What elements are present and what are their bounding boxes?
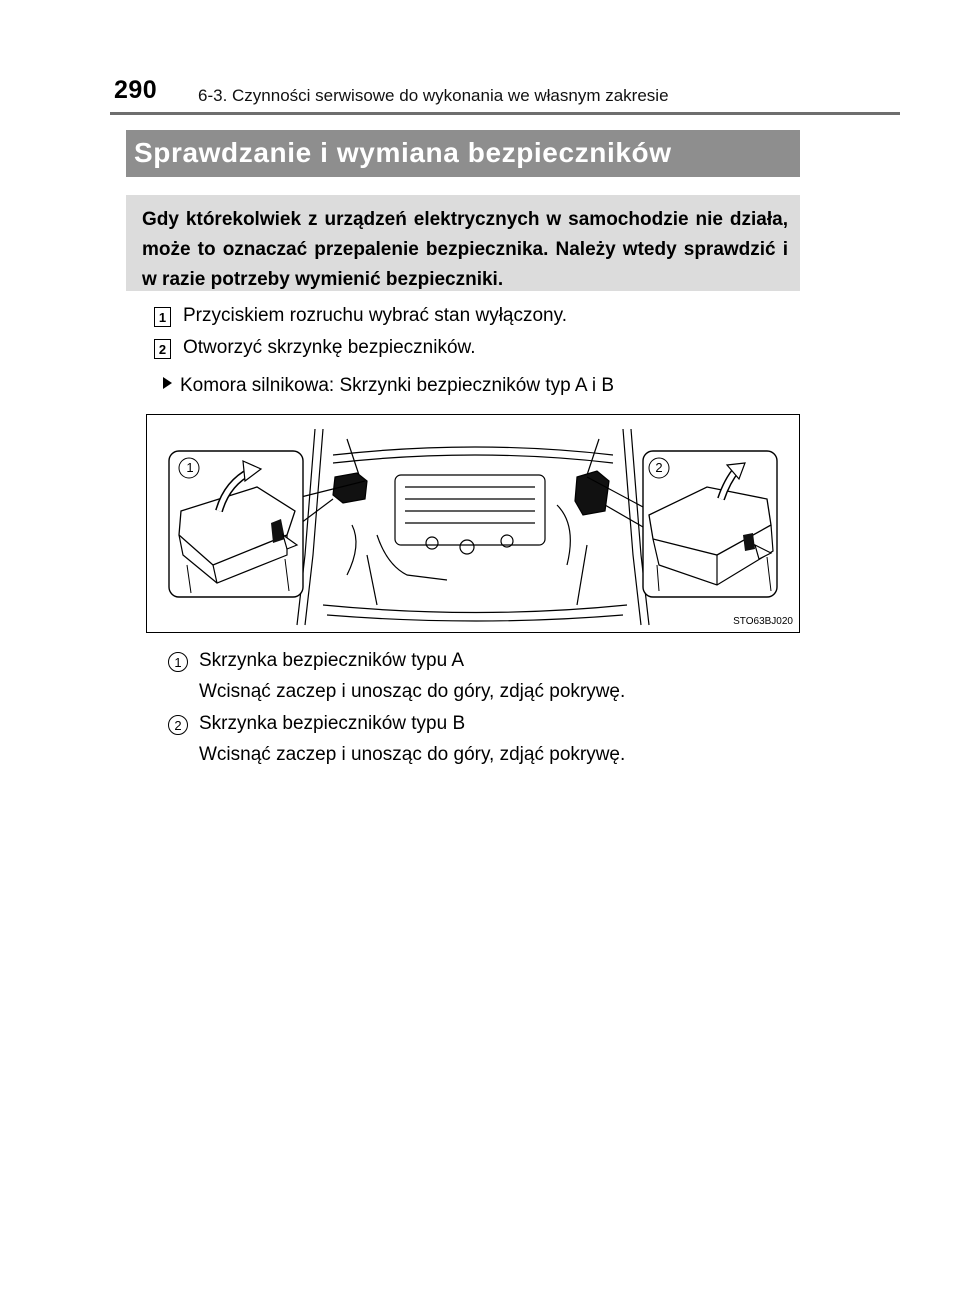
step-number-badge: 2 xyxy=(154,339,171,359)
intro-box xyxy=(126,195,800,291)
legend-description: Wcisnąć zaczep i unosząc do góry, zdjąć pokrywę. xyxy=(199,681,626,702)
step-number-badge: 1 xyxy=(154,307,171,327)
bullet-item xyxy=(163,375,614,397)
page-number: 290 xyxy=(114,76,158,104)
bullet-text: Komora silnikowa: Skrzynki bezpieczników typ A i B xyxy=(180,375,615,396)
section-title: Sprawdzanie i wymiana bezpieczników xyxy=(134,137,672,168)
legend-number-circle: 1 xyxy=(168,652,188,672)
page-header xyxy=(0,0,960,115)
figure-code: STO63BJ020 xyxy=(733,616,793,627)
step-text: Otworzyć skrzynkę bezpieczników. xyxy=(183,337,476,358)
section-title-bar xyxy=(126,130,800,177)
legend-title: Skrzynka bezpieczników typu B xyxy=(199,713,466,734)
legend-description: Wcisnąć zaczep i unosząc do góry, zdjąć pokrywę. xyxy=(199,744,626,765)
intro-text: Gdy którekolwiek z urządzeń elektrycznych w samochodzie nie działa, może to oznaczać przepalenie bezpiecznika. Należy wtedy sprawdzić i w razie potrzeby wymienić bezpieczniki. xyxy=(142,209,788,290)
step-text: Przyciskiem rozruchu wybrać stan wyłączony. xyxy=(183,305,567,326)
header-rule xyxy=(110,112,900,115)
callout-2-label: 2 xyxy=(655,460,663,475)
chapter-title: 6-3. Czynności serwisowe do wykonania we własnym zakresie xyxy=(198,86,669,105)
legend-number-circle: 2 xyxy=(168,715,188,735)
callout-1-label: 1 xyxy=(186,460,194,475)
triangle-bullet-icon xyxy=(163,377,172,389)
engine-bay-drawing xyxy=(147,415,799,632)
legend-title: Skrzynka bezpieczników typu A xyxy=(199,650,465,671)
engine-bay-illustration xyxy=(146,414,800,633)
